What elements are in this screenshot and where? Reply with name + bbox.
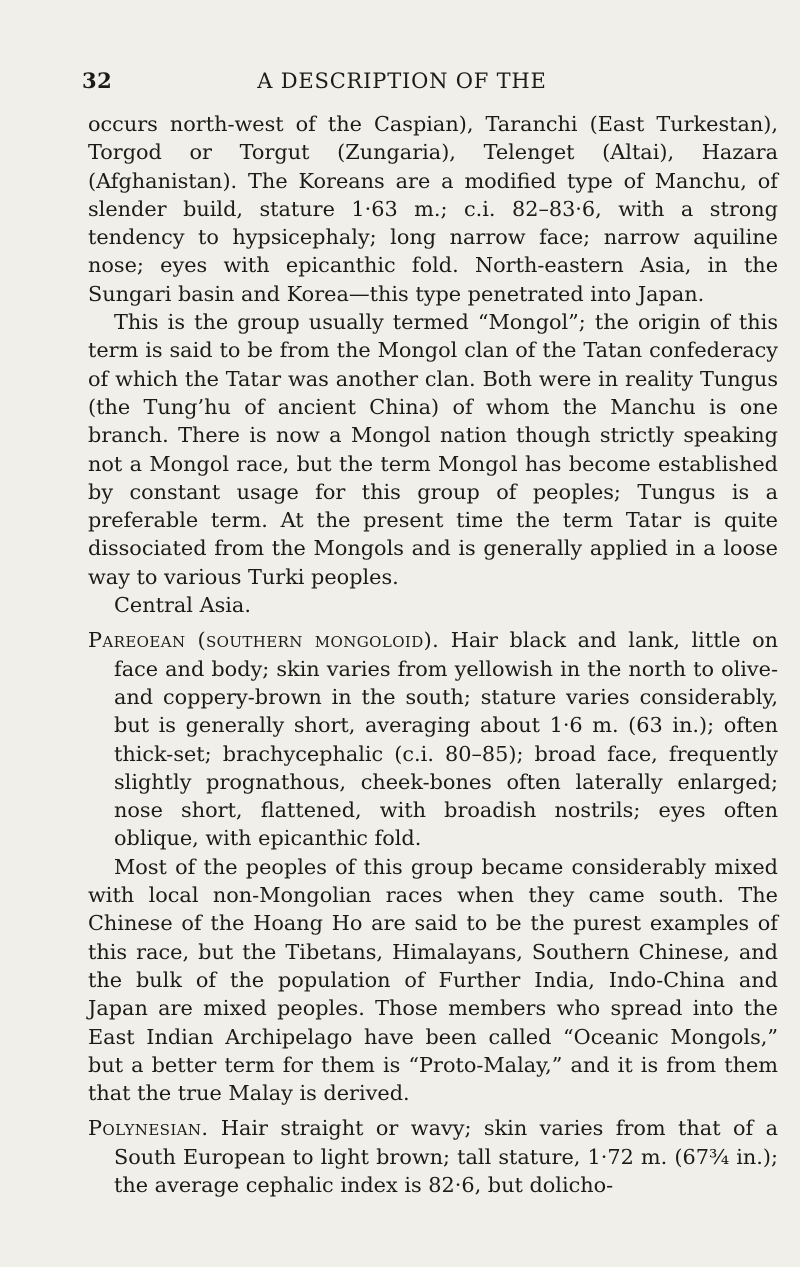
paragraph-region: Central Asia.: [114, 593, 251, 618]
running-title: A DESCRIPTION OF THE: [257, 69, 547, 93]
page-body: [88, 110, 778, 1199]
page-header: [82, 66, 722, 96]
paragraph-continued: occurs north-west of the Caspian), Taranchi (East Turkestan), Torgod or Torgut (Zungaria), Telenget (Altai), Hazara (Afghanistan). The Koreans are a modified type of Manchu, of slender build, stature 1·63 m.; c.i. 82–83·6, with a strong tendency to hypsicephaly; long narrow face; narrow aquiline nose; eyes with epicanthic fold. North-eastern Asia, in the Sungari basin and Korea—this type penetrated into Japan.: [88, 112, 778, 306]
paragraph-mongol-term: This is the group usually termed “Mongol”; the origin of this term is said to be from the Mongol clan of the Tatan confederacy of which the Tatar was another clan. Both were in reality Tungus (the Tung’hu of ancient China) of whom the Manchu is one branch. There is now a Mongol nation though strictly speaking not a Mongol race, but the term Mongol has become established by constant usage for this group of peoples; Tungus is a preferable term. At the present time the term Tatar is quite dissociated from the Mongols and is generally applied in a loose way to various Turki peoples.: [88, 310, 778, 589]
entry-title-polynesian: Polynesian.: [88, 1116, 209, 1141]
entry-text-polynesian: Hair straight or wavy; skin varies from that of a South European to light brown; tall stature, 1·72 m. (67¾ in.); the average cephalic index is 82·6, but dolicho-: [114, 1116, 778, 1197]
entry-polynesian: [88, 1114, 778, 1199]
paragraph-mixed-peoples: Most of the peoples of this group became considerably mixed with local non-Mongolian races when they came south. The Chinese of the Hoang Ho are said to be the purest examples of this race, but the Tibetans, Himalayans, Southern Chinese, and the bulk of the population of Further India, Indo-China and Japan are mixed peoples. Those members who spread into the East Indian Archipelago have been called “Oceanic Mongols,” but a better term for them is “Proto-Malay,” and it is from them that the true Malay is derived.: [88, 854, 778, 1106]
entry-text-pareoean: Hair black and lank, little on face and body; skin varies from yellowish in the north to olive- and coppery-brown in the south; stature varies considerably, but is generally short, averaging about 1·6 m. (63 in.); often thick-set; brachycephalic (c.i. 80–85); broad face, frequently slightly prognathous, cheek-bones often laterally enlarged; nose short, flattened, with broadish nostrils; eyes often oblique, with epicanthic fold.: [114, 628, 778, 851]
entry-pareoean: [88, 626, 778, 852]
page-number: 32: [82, 68, 113, 93]
entry-title-pareoean: Pareoean (southern mongoloid).: [88, 628, 440, 653]
